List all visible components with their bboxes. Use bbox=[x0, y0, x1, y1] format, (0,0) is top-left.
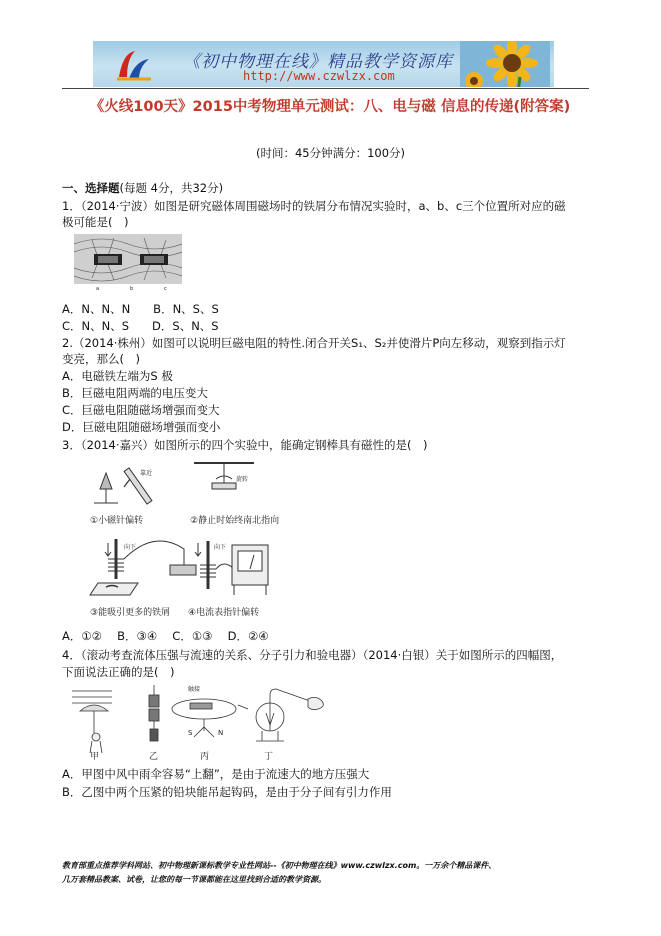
q4-figure bbox=[70, 681, 332, 761]
footer-line1: 教育部重点推荐学科网站、初中物理新课标教学专业性网站--《初中物理在线》www.czwlzx.com。一万余个精品课件、 bbox=[62, 861, 497, 870]
header-banner bbox=[93, 41, 554, 87]
q4-stem-line2: 下面说法正确的是( ) bbox=[62, 665, 175, 679]
q3-fig3-word: 向下 bbox=[124, 544, 137, 551]
q1-fig-label-b: b bbox=[130, 286, 134, 292]
banner-url[interactable]: http://www.czwlzx.com bbox=[243, 69, 395, 83]
q3-caption-2: ②静止时始终南北指向 bbox=[190, 516, 280, 526]
q3-options: A．①② B．③④ C．①③ D．②④ bbox=[62, 629, 269, 643]
section-heading bbox=[62, 180, 223, 196]
q4-label-ding: 丁 bbox=[264, 752, 274, 761]
q2-stem-line1: 2.（2014·株州）如图可以说明巨磁电阻的特性.闭合开关S₁、S₂并使滑片P向左移动，观察到指示灯 bbox=[62, 336, 566, 350]
q1-options-ab: A．N、N、N B．N、S、S bbox=[62, 302, 219, 316]
q4-stem-line1: 4．（滚动考查流体压强与流速的关系、分子引力和验电器）（2014·白银）关于如图所示的四幅图， bbox=[62, 648, 563, 662]
q4-option-a: A．甲图中风中雨伞容易“上翻”，是由于流速大的地方压强大 bbox=[62, 767, 370, 781]
q4-label-yi: 乙 bbox=[149, 752, 159, 761]
banner-title: 《初中物理在线》精品教学资源库 bbox=[183, 52, 453, 72]
section-note: (每题 4分，共32分) bbox=[119, 181, 224, 195]
q1-figure bbox=[74, 234, 182, 292]
q2-option-a: A．电磁铁左端为S 极 bbox=[62, 369, 173, 383]
section-title: 一、选择题 bbox=[62, 181, 120, 195]
header-rule bbox=[62, 88, 589, 89]
q2-option-c: C．巨磁电阻随磁场增强而变大 bbox=[62, 403, 220, 417]
q1-fig-label-c: c bbox=[164, 286, 167, 292]
document-title: 《火线100天》2015中考物理单元测试：八、电与磁 信息的传递(附答案) bbox=[89, 99, 571, 115]
q4-label-bing: 丙 bbox=[200, 752, 210, 761]
page-footer bbox=[62, 859, 602, 887]
q4-fig-word-n: N bbox=[218, 729, 224, 737]
q3-caption-3: ③能吸引更多的铁屑 bbox=[90, 608, 171, 618]
q1-fig-label-a: a bbox=[96, 286, 100, 292]
q2-stem-line2: 变亮，那么( ) bbox=[62, 352, 140, 366]
q3-figure bbox=[84, 459, 284, 619]
footer-line2: 几万套精品教案、试卷，让您的每一节课都能在这里找到合适的教学资源。 bbox=[62, 875, 326, 884]
q1-stem-line2: 极可能是( ) bbox=[62, 215, 129, 229]
q1-stem-line1: 1．（2014·宁波）如图是研究磁体周围磁场时的铁屑分布情况实验时，a、b、c三个位置所对应的磁 bbox=[62, 199, 566, 213]
exam-meta: (时间：45分钟满分：100分) bbox=[255, 146, 406, 160]
q3-stem: 3．（2014·嘉兴）如图所示的四个实验中，能确定钢棒具有磁性的是( ) bbox=[62, 438, 428, 452]
q3-caption-1: ①小磁针偏转 bbox=[90, 516, 144, 526]
q1-options-cd: C．N、N、S D．S、N、S bbox=[62, 319, 219, 333]
q4-option-b: B．乙图中两个压紧的铅块能吊起钩码，是由于分子间有引力作用 bbox=[62, 785, 392, 799]
q3-fig1-word: 靠近 bbox=[140, 470, 153, 477]
q4-fig-word-touch: 触接 bbox=[188, 686, 201, 693]
sunflower-icon bbox=[460, 41, 550, 87]
q4-label-jia: 甲 bbox=[90, 752, 100, 761]
q3-caption-4: ④电流表指针偏转 bbox=[188, 608, 260, 618]
q2-option-b: B．巨磁电阻两端的电压变大 bbox=[62, 386, 208, 400]
site-logo-icon bbox=[113, 47, 153, 83]
q3-fig4-word: 向下 bbox=[214, 544, 227, 551]
q2-option-d: D．巨磁电阻随磁场增强而变小 bbox=[62, 420, 221, 434]
q3-fig2-word: 旋转 bbox=[236, 476, 249, 483]
q4-fig-word-s: S bbox=[188, 729, 193, 737]
